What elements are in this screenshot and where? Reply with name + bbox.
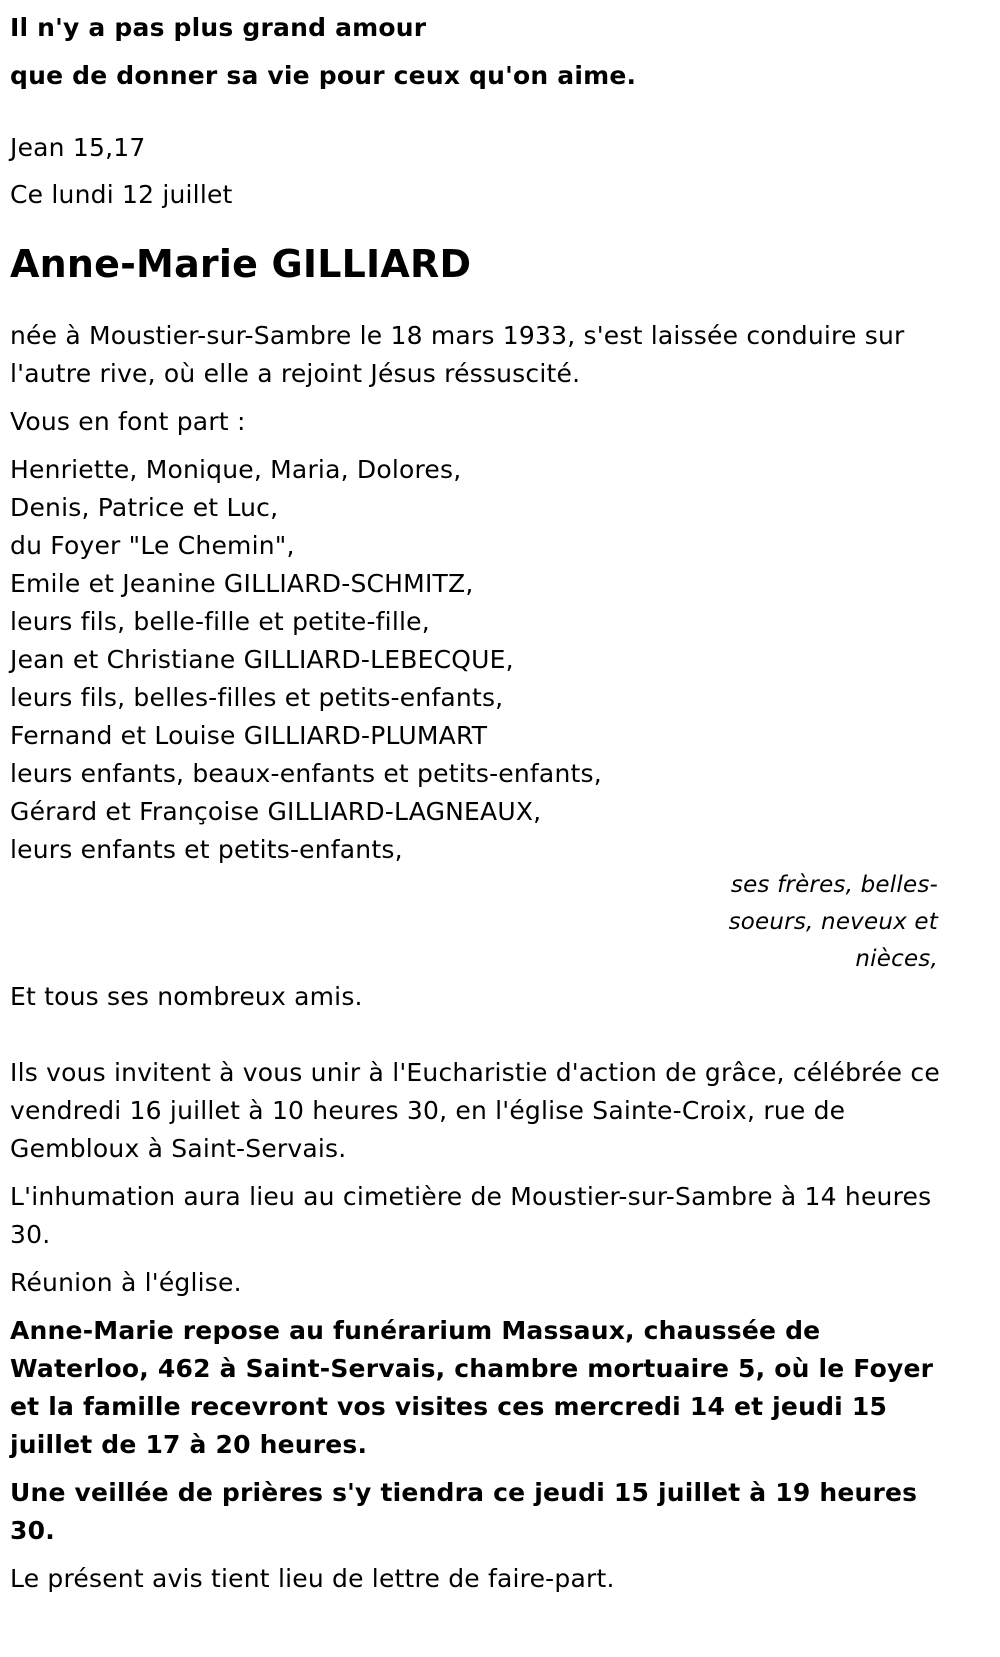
announce-intro: Vous en font part :	[10, 407, 246, 436]
family-list-item: Emile et Jeanine GILLIARD-SCHMITZ,	[10, 569, 474, 598]
ceremony-paragraph: Ils vous invitent à vous unir à l'Eucharistie d'action de grâce, célébrée ce vendredi 16 juillet à 10 heures 30, en l'église Sainte-Croix, rue de Gembloux à Saint-Servais.	[10, 1058, 940, 1163]
relation-note: ses frères, belles-soeurs, neveux et nièces,	[728, 872, 938, 972]
family-list-item: Fernand et Louise GILLIARD-PLUMART	[10, 721, 488, 750]
family-list-item: leurs fils, belle-fille et petite-fille,	[10, 607, 430, 636]
burial-paragraph: L'inhumation aura lieu au cimetière de Moustier-sur-Sambre à 14 heures 30.	[10, 1182, 932, 1249]
funeral-home-paragraph: Anne-Marie repose au funérarium Massaux, chaussée de Waterloo, 462 à Saint-Servais, chambre mortuaire 5, où le Foyer et la famille recevront vos visites ces mercredi 14 et jeudi 15 juillet de 17 à 20 heures.	[10, 1316, 934, 1459]
family-list-item: du Foyer "Le Chemin",	[10, 531, 295, 560]
family-list-item: Gérard et Françoise GILLIARD-LAGNEAUX,	[10, 797, 542, 826]
family-list-item: leurs enfants, beaux-enfants et petits-enfants,	[10, 759, 602, 788]
epigraph	[10, 4, 960, 100]
family-list	[10, 451, 960, 869]
family-list-item: leurs fils, belles-filles et petits-enfants,	[10, 683, 504, 712]
family-list-item: leurs enfants et petits-enfants,	[10, 835, 403, 864]
epigraph-line-2: que de donner sa vie pour ceux qu'on aime.	[10, 61, 637, 90]
vigil-paragraph: Une veillée de prières s'y tiendra ce jeudi 15 juillet à 19 heures 30.	[10, 1478, 918, 1545]
family-list-item: Henriette, Monique, Maria, Dolores,	[10, 455, 462, 484]
birth-paragraph: née à Moustier-sur-Sambre le 18 mars 1933, s'est laissée conduire sur l'autre rive, où elle a rejoint Jésus réssuscité.	[10, 321, 905, 388]
meeting-paragraph: Réunion à l'église.	[10, 1268, 242, 1297]
scripture-reference: Jean 15,17	[10, 133, 146, 162]
family-list-item: Denis, Patrice et Luc,	[10, 493, 279, 522]
reference-block	[10, 124, 960, 218]
epigraph-line-1: Il n'y a pas plus grand amour	[10, 13, 427, 42]
friends-line: Et tous ses nombreux amis.	[10, 982, 363, 1011]
date-line: Ce lundi 12 juillet	[10, 180, 233, 209]
family-list-item: Jean et Christiane GILLIARD-LEBECQUE,	[10, 645, 514, 674]
deceased-name: Anne-Marie GILLIARD	[10, 242, 472, 286]
closing-paragraph: Le présent avis tient lieu de lettre de faire-part.	[10, 1564, 615, 1593]
